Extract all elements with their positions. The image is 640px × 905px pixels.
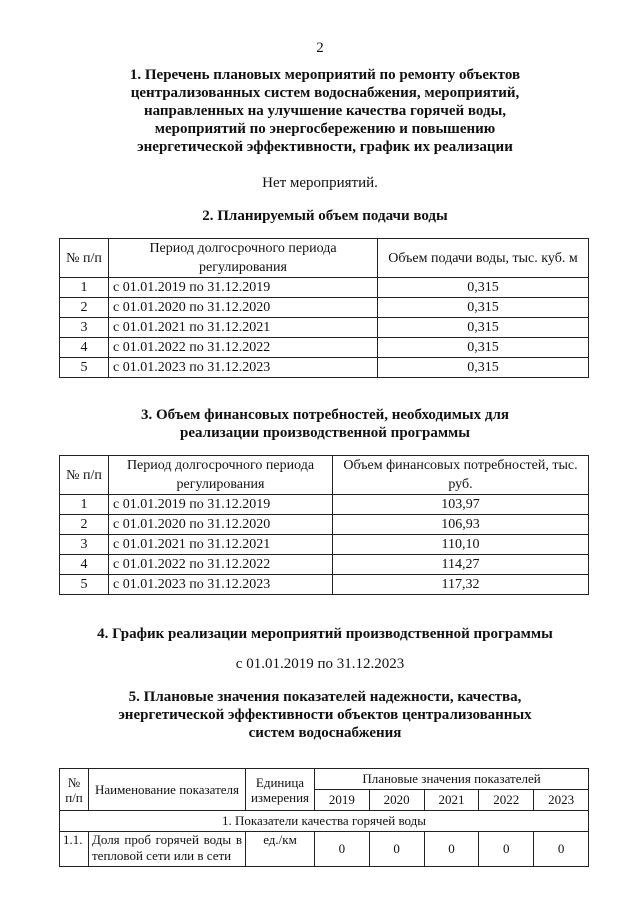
row-period: с 01.01.2019 по 31.12.2019 — [109, 495, 333, 515]
table-row — [60, 318, 589, 338]
row-num: 2 — [60, 515, 109, 535]
row-value: 0,315 — [378, 338, 589, 358]
col-header-year: 2020 — [369, 790, 424, 811]
col-header-year: 2022 — [479, 790, 534, 811]
row-value: 0,315 — [378, 358, 589, 378]
section1-title-line: энергетической эффективности, график их реализации — [137, 139, 513, 155]
row-num: 1 — [60, 495, 109, 515]
col-header-num: № п/п — [60, 456, 109, 495]
section5-title-line: энергетической эффективности объектов централизованных — [118, 707, 532, 723]
row-value: 0,315 — [378, 298, 589, 318]
section5-title-line: 5. Плановые значения показателей надежности, качества, — [128, 689, 522, 705]
page-number: 2 — [316, 40, 324, 56]
row-period: с 01.01.2021 по 31.12.2021 — [109, 318, 378, 338]
row-value: 110,10 — [333, 535, 589, 555]
indicators-table — [59, 768, 589, 867]
col-header-year: 2023 — [534, 790, 589, 811]
row-num: 2 — [60, 298, 109, 318]
table-row — [60, 832, 589, 867]
group-row — [60, 811, 589, 832]
section5-title-line: систем водоснабжения — [248, 725, 402, 741]
section1-title — [60, 66, 590, 156]
row-value: 0 — [479, 832, 534, 867]
col-header-planned: Плановые значения показателей — [315, 769, 589, 790]
col-header-num: № п/п — [60, 769, 89, 811]
col-header-name: Наименование показателя — [89, 769, 246, 811]
col-header-unit: Единица измерения — [246, 769, 315, 811]
section3-title-line: реализации производственной программы — [180, 425, 470, 441]
col-header-num: № п/п — [60, 239, 109, 278]
row-period: с 01.01.2020 по 31.12.2020 — [109, 298, 378, 318]
table-row — [60, 555, 589, 575]
row-period: с 01.01.2022 по 31.12.2022 — [109, 555, 333, 575]
section1-note: Нет мероприятий. — [262, 175, 378, 191]
table-row — [60, 358, 589, 378]
row-unit: ед./км — [246, 832, 315, 867]
supply-volume-table — [59, 238, 589, 378]
table-header-row — [60, 239, 589, 278]
table-row — [60, 515, 589, 535]
table-row — [60, 495, 589, 515]
section4-period: с 01.01.2019 по 31.12.2023 — [235, 656, 405, 672]
section3-title — [60, 406, 590, 442]
row-value: 103,97 — [333, 495, 589, 515]
row-num: 3 — [60, 318, 109, 338]
row-value: 0,315 — [378, 278, 589, 298]
section1-title-line: направленных на улучшение качества горячей воды, — [143, 103, 507, 119]
col-header-year: 2021 — [424, 790, 479, 811]
row-period: с 01.01.2022 по 31.12.2022 — [109, 338, 378, 358]
row-num: 5 — [60, 358, 109, 378]
section1-title-line: централизованных систем водоснабжения, мероприятий, — [130, 85, 520, 101]
section5-title — [40, 688, 610, 742]
table-row — [60, 298, 589, 318]
row-period: с 01.01.2023 по 31.12.2023 — [109, 358, 378, 378]
row-value: 106,93 — [333, 515, 589, 535]
table-row — [60, 535, 589, 555]
row-num: 1.1. — [60, 832, 89, 867]
group-title: 1. Показатели качества горячей воды — [60, 811, 589, 832]
section1-title-line: 1. Перечень плановых мероприятий по ремонту объектов — [129, 67, 521, 83]
row-period: с 01.01.2021 по 31.12.2021 — [109, 535, 333, 555]
section3-title-line: 3. Объем финансовых потребностей, необходимых для — [140, 407, 510, 423]
row-value: 114,27 — [333, 555, 589, 575]
row-value: 0 — [424, 832, 479, 867]
row-period: с 01.01.2023 по 31.12.2023 — [109, 575, 333, 595]
col-header-period: Период долгосрочного периода регулирования — [109, 239, 378, 278]
row-value: 0 — [369, 832, 424, 867]
col-header-value: Объем финансовых потребностей, тыс. руб. — [333, 456, 589, 495]
row-period: с 01.01.2020 по 31.12.2020 — [109, 515, 333, 535]
row-value: 117,32 — [333, 575, 589, 595]
row-value: 0 — [534, 832, 589, 867]
row-num: 3 — [60, 535, 109, 555]
section1-title-line: мероприятий по энергосбережению и повышению — [154, 121, 496, 137]
financial-needs-table — [59, 455, 589, 595]
table-row — [60, 575, 589, 595]
section2-title: 2. Планируемый объем подачи воды — [202, 208, 448, 224]
row-num: 1 — [60, 278, 109, 298]
row-num: 4 — [60, 338, 109, 358]
table-header-row — [60, 456, 589, 495]
section4-title: 4. График реализации мероприятий производственной программы — [97, 626, 553, 642]
row-value: 0,315 — [378, 318, 589, 338]
row-period: с 01.01.2019 по 31.12.2019 — [109, 278, 378, 298]
row-value: 0 — [315, 832, 370, 867]
col-header-year: 2019 — [315, 790, 370, 811]
row-name: Доля проб горячей воды в тепловой сети или в сети — [89, 832, 246, 867]
row-num: 4 — [60, 555, 109, 575]
table-row — [60, 338, 589, 358]
table-header-row — [60, 769, 589, 790]
row-num: 5 — [60, 575, 109, 595]
col-header-value: Объем подачи воды, тыс. куб. м — [378, 239, 589, 278]
col-header-period: Период долгосрочного периода регулирования — [109, 456, 333, 495]
table-row — [60, 278, 589, 298]
